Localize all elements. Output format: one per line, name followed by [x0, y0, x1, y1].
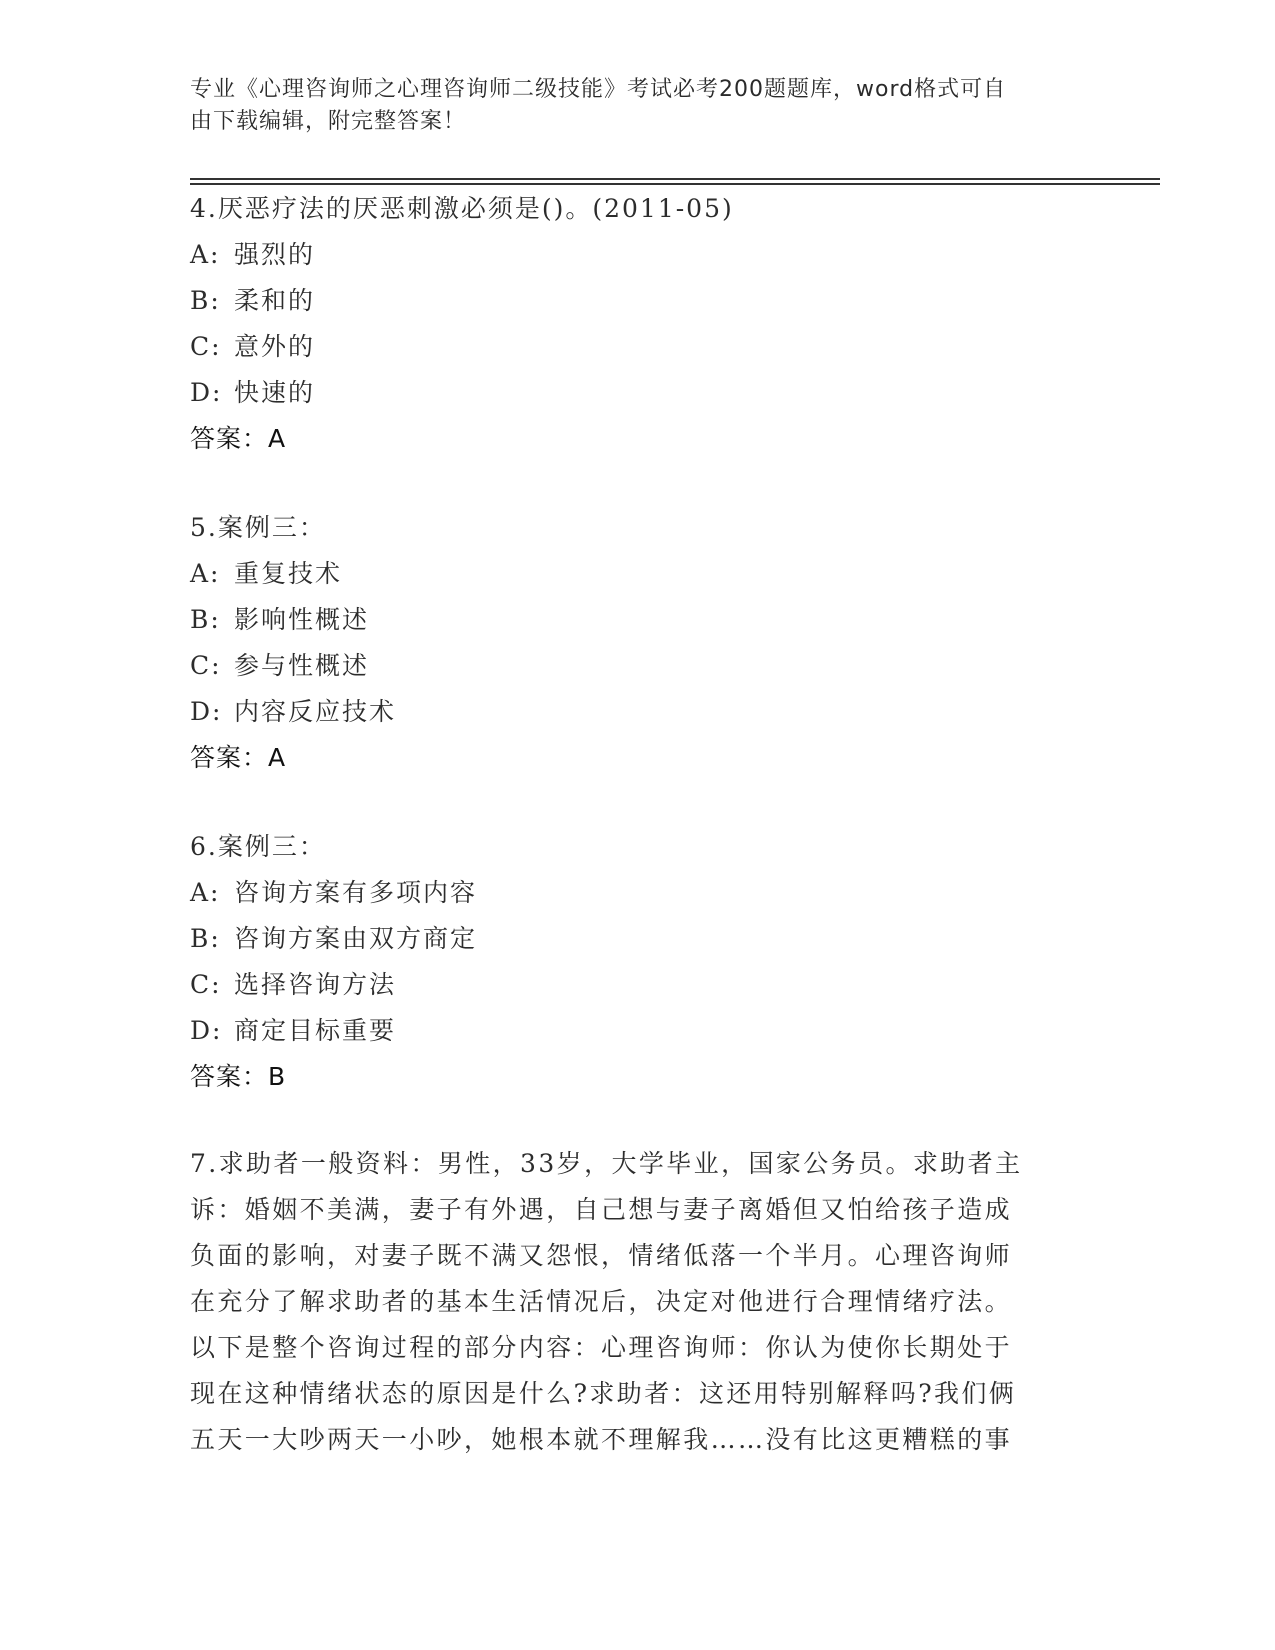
question-4	[190, 186, 1080, 462]
question-7-line: 以下是整个咨询过程的部分内容：心理咨询师：你认为使你长期处于	[190, 1333, 1013, 1362]
option-b	[190, 278, 1080, 324]
option-c	[190, 643, 1080, 689]
question-6	[190, 824, 1080, 1100]
option-text: 咨询方案有多项内容	[234, 878, 478, 907]
header-divider-top	[190, 178, 1160, 180]
option-c	[190, 962, 1080, 1008]
option-d	[190, 689, 1080, 735]
question-5	[190, 505, 1080, 781]
option-text: 参与性概述	[234, 651, 370, 680]
question-7-line: 在充分了解求助者的基本生活情况后，决定对他进行合理情绪疗法。	[190, 1287, 1013, 1316]
option-letter: B:	[190, 286, 221, 315]
question-7-line: 7.求助者一般资料：男性，33岁，大学毕业，国家公务员。求助者主	[190, 1149, 1023, 1178]
option-letter: B:	[190, 605, 221, 634]
option-letter: A:	[190, 559, 221, 588]
option-d	[190, 1008, 1080, 1054]
option-letter: B:	[190, 924, 221, 953]
option-letter: D:	[190, 1016, 223, 1045]
option-letter: D:	[190, 378, 223, 407]
option-text: 商定目标重要	[234, 1016, 397, 1045]
option-text: 咨询方案由双方商定	[234, 924, 478, 953]
option-b	[190, 597, 1080, 643]
option-letter: C:	[190, 651, 222, 680]
option-text: 内容反应技术	[234, 697, 397, 726]
answer-line: 答案：A	[190, 424, 287, 453]
option-text: 选择咨询方法	[234, 970, 397, 999]
question-stem: 6.案例三：	[190, 832, 326, 861]
option-letter: A:	[190, 878, 221, 907]
question-7	[190, 1141, 1080, 1463]
question-7-line: 现在这种情绪状态的原因是什么?求助者：这还用特别解释吗?我们俩	[190, 1379, 1017, 1408]
question-stem: 5.案例三：	[190, 513, 326, 542]
question-stem: 4.厌恶疗法的厌恶刺激必须是()。(2011-05)	[190, 194, 734, 223]
option-letter: A:	[190, 240, 221, 269]
option-a	[190, 870, 1080, 916]
option-a	[190, 551, 1080, 597]
option-text: 影响性概述	[234, 605, 370, 634]
option-text: 重复技术	[234, 559, 343, 588]
option-letter: C:	[190, 970, 222, 999]
option-text: 快速的	[234, 378, 316, 407]
document-header	[190, 74, 1080, 138]
question-7-line: 五天一大吵两天一小吵，她根本就不理解我……没有比这更糟糕的事	[190, 1425, 1013, 1454]
header-line-2: 由下载编辑，附完整答案！	[190, 109, 467, 134]
header-line-1: 专业《心理咨询师之心理咨询师二级技能》考试必考200题题库，word格式可自	[190, 77, 1007, 102]
question-7-line: 负面的影响，对妻子既不满又怨恨，情绪低落一个半月。心理咨询师	[190, 1241, 1013, 1270]
option-letter: C:	[190, 332, 222, 361]
answer-line: 答案：A	[190, 743, 287, 772]
option-text: 柔和的	[234, 286, 316, 315]
answer-line: 答案：B	[190, 1062, 287, 1091]
option-a	[190, 232, 1080, 278]
option-b	[190, 916, 1080, 962]
option-text: 强烈的	[234, 240, 316, 269]
question-7-line: 诉：婚姻不美满，妻子有外遇，自己想与妻子离婚但又怕给孩子造成	[190, 1195, 1013, 1224]
option-letter: D:	[190, 697, 223, 726]
header-divider-bottom	[190, 183, 1160, 185]
option-text: 意外的	[234, 332, 316, 361]
option-c	[190, 324, 1080, 370]
option-d	[190, 370, 1080, 416]
